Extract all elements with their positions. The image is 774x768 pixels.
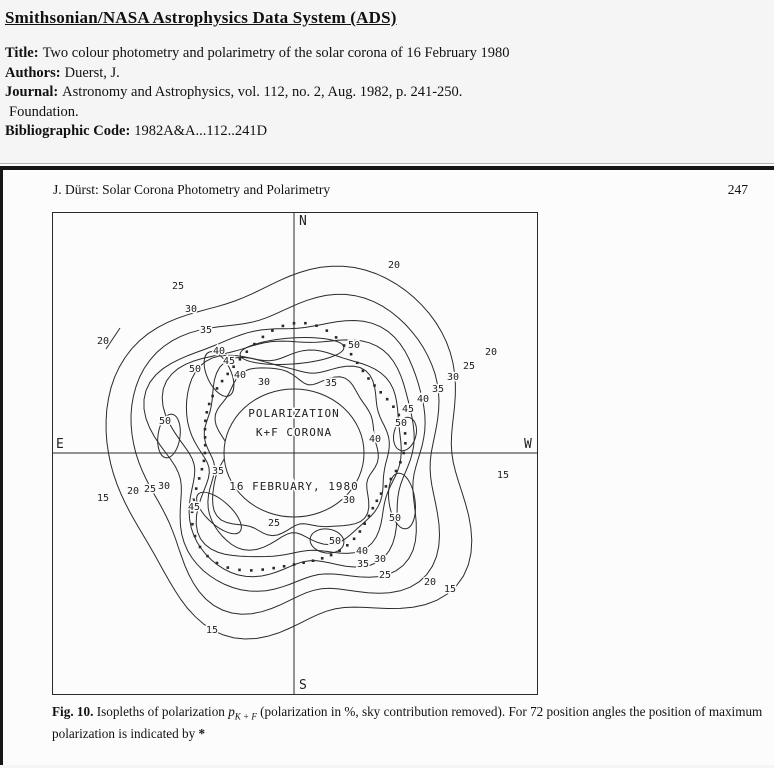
svg-text:50: 50	[328, 536, 342, 547]
svg-text:20: 20	[96, 336, 110, 347]
svg-text:50: 50	[347, 340, 361, 351]
meta-value: Duerst, J.	[64, 64, 120, 81]
corona-contour-figure	[52, 212, 538, 695]
running-head-text: J. Dürst: Solar Corona Photometry and Polarimetry	[53, 182, 331, 197]
record-metadata	[0, 28, 774, 142]
svg-text:15: 15	[496, 470, 510, 481]
svg-text:20: 20	[484, 347, 498, 358]
svg-text:25: 25	[171, 281, 185, 292]
svg-text:45: 45	[222, 356, 236, 367]
caption-star: *	[198, 726, 206, 742]
svg-text:W: W	[524, 437, 532, 452]
svg-text:35: 35	[199, 325, 213, 336]
meta-value: 1982A&A...112..241D	[134, 123, 268, 139]
svg-text:25: 25	[378, 570, 392, 581]
svg-text:S: S	[299, 678, 307, 693]
caption-p-symbol: p	[228, 704, 235, 719]
caption-text-1: Isopleths of polarization	[93, 704, 229, 719]
meta-journal-continuation	[5, 103, 774, 123]
figure-holder	[52, 212, 538, 695]
svg-text:40: 40	[416, 394, 430, 405]
ads-header	[0, 0, 774, 163]
meta-value: Foundation.	[9, 103, 79, 120]
figure-caption	[52, 702, 764, 744]
caption-fig-label: Fig. 10.	[52, 704, 94, 719]
svg-text:40: 40	[355, 546, 369, 557]
meta-label: Authors:	[5, 64, 61, 81]
svg-text:E: E	[56, 437, 64, 452]
svg-text:20: 20	[126, 486, 140, 497]
meta-bibcode-row	[5, 122, 774, 142]
svg-text:35: 35	[356, 559, 370, 570]
svg-text:40: 40	[233, 370, 247, 381]
svg-text:50: 50	[158, 416, 172, 427]
svg-text:25: 25	[143, 484, 157, 495]
caption-subscript: K + F	[234, 711, 257, 722]
svg-text:15: 15	[205, 625, 219, 636]
svg-text:40: 40	[368, 434, 382, 445]
svg-text:POLARIZATION: POLARIZATION	[248, 407, 340, 420]
running-head	[53, 182, 748, 198]
svg-text:45: 45	[401, 404, 415, 415]
svg-text:30: 30	[446, 372, 460, 383]
svg-text:50: 50	[188, 364, 202, 375]
meta-value: Astronomy and Astrophysics, vol. 112, no. 2, Aug. 1982, p. 241-250.	[62, 84, 463, 100]
svg-text:50: 50	[394, 418, 408, 429]
svg-text:15: 15	[443, 584, 457, 595]
meta-title-row	[5, 44, 774, 64]
svg-text:K+F CORONA: K+F CORONA	[255, 426, 333, 439]
svg-text:30: 30	[184, 304, 198, 315]
svg-text:30: 30	[373, 554, 387, 565]
svg-text:35: 35	[324, 378, 338, 389]
svg-text:20: 20	[387, 260, 401, 271]
page-number: 247	[727, 182, 748, 197]
svg-text:50: 50	[388, 513, 402, 524]
svg-text:20: 20	[423, 577, 437, 588]
page-title: Smithsonian/NASA Astrophysics Data System (ADS)	[5, 8, 397, 27]
meta-value: Two colour photometry and polarimetry of the solar corona of 16 February 1980	[42, 45, 510, 61]
meta-label: Journal:	[5, 84, 59, 100]
caption-text-2: (polarization in %, sky contribution removed). For 72 position angles the position of maximum polarization is indicated by	[52, 704, 763, 742]
svg-text:15: 15	[96, 493, 110, 504]
svg-text:30: 30	[157, 481, 171, 492]
meta-journal-row	[5, 83, 774, 103]
meta-label: Bibliographic Code:	[5, 123, 131, 139]
svg-text:25: 25	[267, 518, 281, 529]
svg-text:35: 35	[211, 466, 225, 477]
meta-label: Title:	[5, 45, 39, 61]
svg-text:35: 35	[431, 384, 445, 395]
svg-text:25: 25	[462, 361, 476, 372]
scanned-page	[0, 166, 774, 765]
svg-text:40: 40	[212, 346, 226, 357]
svg-text:45: 45	[187, 502, 201, 513]
svg-text:N: N	[299, 214, 307, 229]
meta-authors-row	[5, 64, 774, 84]
svg-text:30: 30	[257, 377, 271, 388]
svg-text:30: 30	[342, 495, 356, 506]
svg-text:16 FEBRUARY, 1980: 16 FEBRUARY, 1980	[229, 480, 359, 493]
